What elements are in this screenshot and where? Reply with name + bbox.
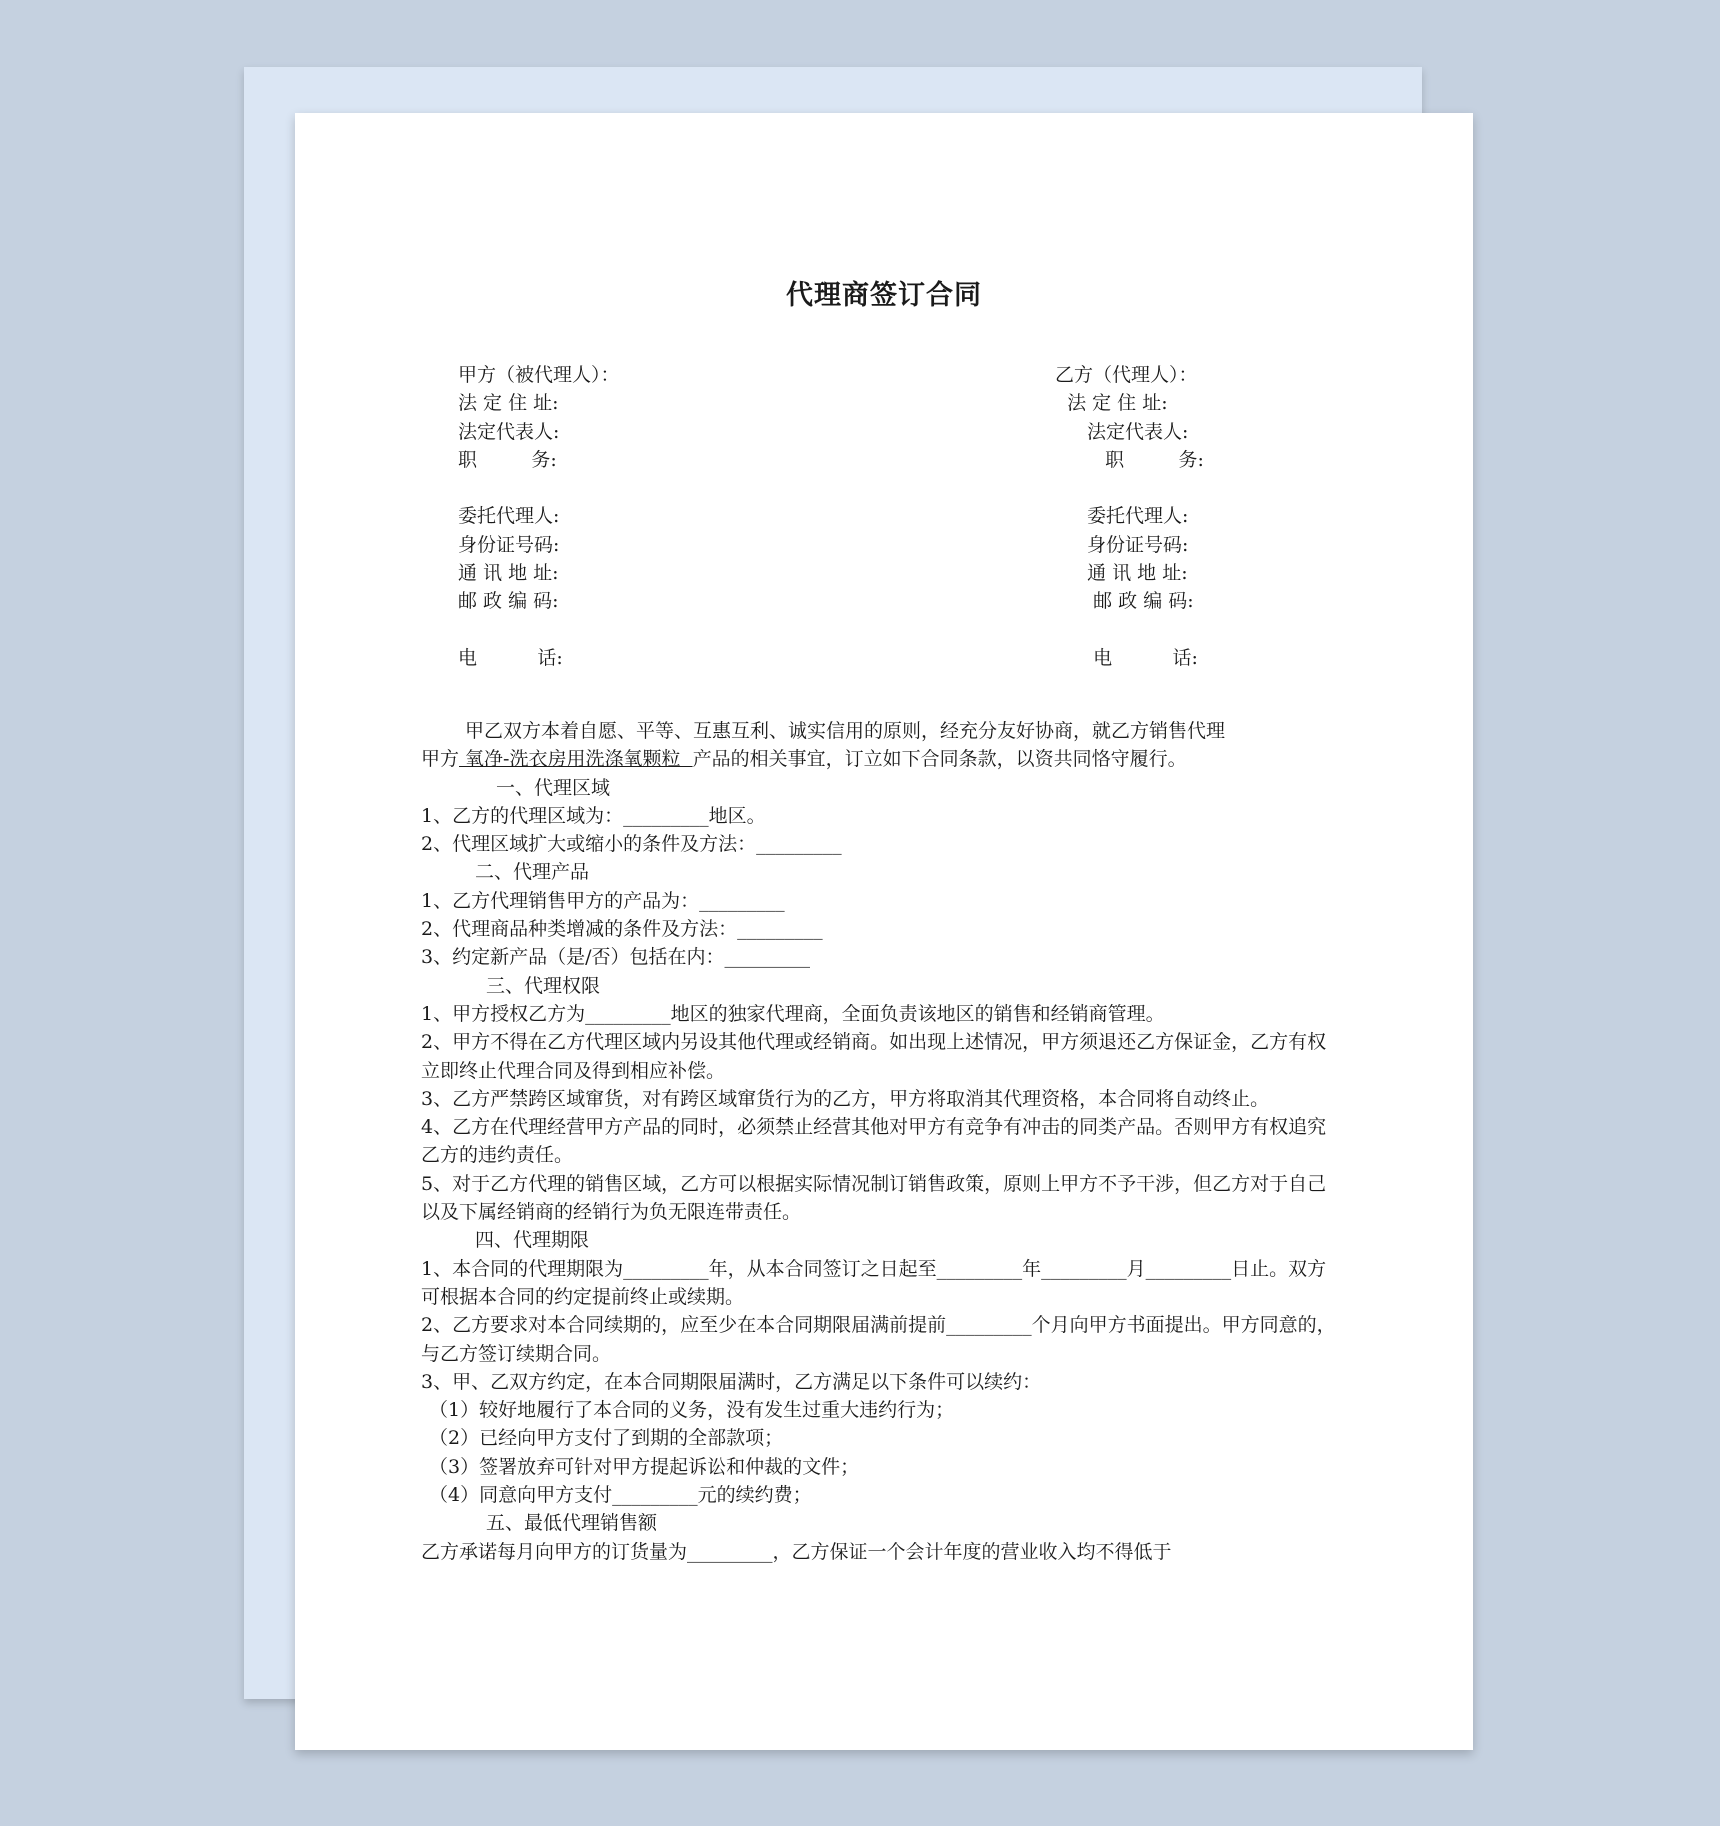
spacer [1055,474,1204,502]
clause: 1、乙方的代理区域为：_________地区。 [421,804,766,827]
party-a-block [458,361,620,672]
party-b-row: 邮 政 编 码: [1075,590,1194,613]
section-heading: 五、最低代理销售额 [486,1512,658,1535]
product-name: 氧净-洗衣房用洗涤氧颗粒 [459,748,693,771]
document-title: 代理商签订合同 [786,280,982,311]
party-b-row: 法 定 住 址: [1055,392,1168,415]
clause: 1、本合同的代理期限为_________年，从本合同签订之日起至_________年_________月_________日止。双方可根据本合同的约定提前终止或续期。 [421,1257,1327,1308]
clause: 1、甲方授权乙方为_________地区的独家代理商，全面负责该地区的销售和经销商管理。 [421,1002,1165,1025]
clause: 5、对于乙方代理的销售区域，乙方可以根据实际情况制订销售政策，原则上甲方不予干涉，但乙方对于自己以及下属经销商的经销行为负无限连带责任。 [421,1172,1327,1224]
clause: 2、乙方要求对本合同续期的，应至少在本合同期限届满前提前_________个月向甲方书面提出。甲方同意的，与乙方签订续期合同。 [421,1314,1336,1365]
sub-clause: （3）签署放弃可针对甲方提起诉讼和仲裁的文件； [429,1455,860,1478]
document-page [295,113,1473,1750]
party-a-row: 电 话: [458,646,563,669]
section-heading: 四、代理期限 [475,1229,590,1252]
party-b-row: 通 讯 地 址: [1075,562,1188,585]
party-b-row: 职 务: [1087,448,1204,471]
sub-clause: （1）较好地履行了本合同的义务，没有发生过重大违约行为； [429,1399,955,1422]
spacer [458,474,620,502]
clause: 3、甲、乙双方约定，在本合同期限届满时，乙方满足以下条件可以续约： [421,1370,1042,1393]
party-a-row: 身份证号码: [458,533,560,556]
sub-clause: （2）已经向甲方支付了到期的全部款项； [429,1427,784,1450]
section-heading: 一、代理区域 [496,776,611,799]
party-a-row: 委托代理人: [458,505,560,528]
party-b-row: 法定代表人: [1087,420,1189,443]
clause: 1、乙方代理销售甲方的产品为：_________ [421,889,785,912]
clause: 2、甲方不得在乙方代理区域内另设其他代理或经销商。如出现上述情况，甲方须退还乙方保证金，乙方有权立即终止代理合同及得到相应补偿。 [421,1031,1327,1082]
section-heading: 二、代理产品 [475,861,590,884]
party-b-row: 身份证号码: [1087,533,1189,556]
intro-prefix: 甲方 [421,748,460,771]
sub-clause: （4）同意向甲方支付_________元的续约费； [429,1484,812,1507]
clause: 乙方承诺每月向甲方的订货量为_________，乙方保证一个会计年度的营业收入均不得低于 [421,1540,1172,1563]
intro-line-2 [421,745,1341,773]
party-b-row: 乙方（代理人）： [1055,364,1198,386]
party-b-block [1055,361,1204,672]
intro-suffix: 产品的相关事宜，订立如下合同条款，以资共同恪守履行。 [692,748,1187,771]
party-b-row: 电 话: [1075,646,1198,669]
clause: 3、约定新产品（是/否）包括在内：_________ [421,946,810,969]
party-a-row: 法 定 住 址: [458,392,559,415]
contract-body [421,717,1341,1566]
clause: 4、乙方在代理经营甲方产品的同时，必须禁止经营其他对甲方有竞争有冲击的同类产品。否则甲方有权追究乙方的违约责任。 [421,1116,1327,1167]
party-a-row: 通 讯 地 址: [458,562,559,585]
section-heading: 三、代理权限 [486,974,601,997]
clause: 2、代理商品种类增减的条件及方法：_________ [421,918,823,941]
party-a-row: 邮 政 编 码: [458,590,559,613]
clause: 3、乙方严禁跨区域窜货，对有跨区域窜货行为的乙方，甲方将取消其代理资格，本合同将自动终止。 [421,1087,1270,1110]
party-a-row: 职 务: [458,448,557,471]
party-a-row: 甲方（被代理人）： [458,364,620,386]
intro-line: 甲乙双方本着自愿、平等、互惠互利、诚实信用的原则，经充分友好协商，就乙方销售代理 [465,720,1226,742]
spacer [458,616,620,644]
party-a-row: 法定代表人: [458,420,560,443]
spacer [1055,616,1204,644]
clause: 2、代理区域扩大或缩小的条件及方法：_________ [421,833,842,856]
party-b-row: 委托代理人: [1087,505,1189,528]
